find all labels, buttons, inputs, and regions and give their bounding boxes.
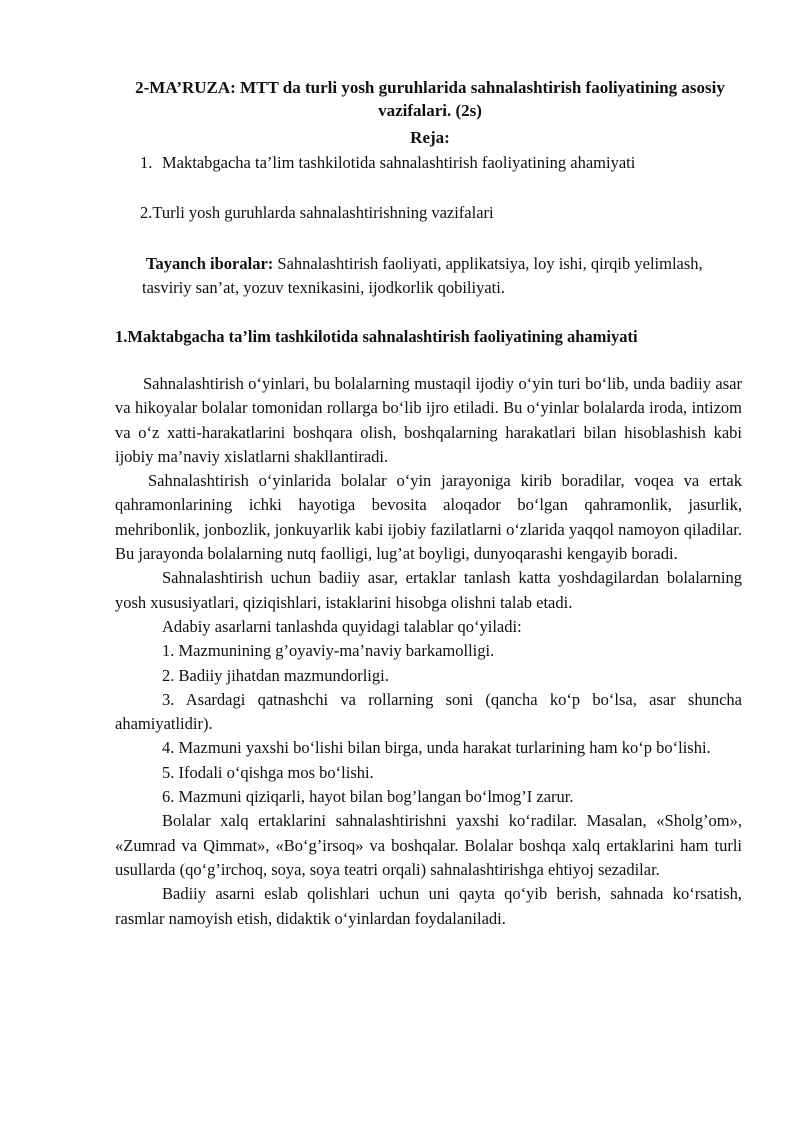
keywords-text: Sahnalashtirish faoliyati, applikatsiya, loy ishi, qirqib yelimlash, tasviriy san’at, yozuv texnikasini, ijodkorlik qobiliyati. <box>142 254 703 297</box>
plan-item-number: 1. <box>140 153 153 172</box>
paragraph: Sahnalashtirish o‘yinlari, bu bolalarning mustaqil ijodiy o‘yin turi bo‘lib, unda badiiy asar va hikoyalar bolalar tomonidan rollarga bo‘lib ijro etiladi. Bu o‘yinlar bolalarda iroda, intizom va o‘z xatti-harakatlarini boshqara olish, boshqalarning harakatlari bilan hisoblashish kabi ijobiy ma’naviy xislatlarni shakllantiradi. <box>115 374 742 466</box>
list-item: 6. Mazmuni qiziqarli, hayot bilan bog’langan bo‘lmog’I zarur. <box>162 787 574 807</box>
list-item: 5. Ifodali o‘qishga mos bo‘lishi. <box>162 762 374 782</box>
plan-item <box>140 151 635 174</box>
lecture-title: 2-MA’RUZA: MTT da turli yosh guruhlarida sahnalashtirish faoliyatining asosiy vazifalari. (2s) <box>135 78 725 120</box>
list-item: 3. Asardagi qatnashchi va rollarning soni (qancha ko‘p bo‘lsa, asar shuncha ahamiyatlidir). <box>115 689 742 734</box>
paragraph: Adabiy asarlarni tanlashda quyidagi talablar qo‘yiladi: <box>162 616 522 636</box>
list-item: 1. Mazmunining g’oyaviy-ma’naviy barkamolligi. <box>162 641 495 661</box>
paragraph: Sahnalashtirish uchun badiiy asar, ertaklar tanlash katta yoshdagilardan bolalarning yosh xususiyatlari, qiziqishlari, istaklarini hisobga olishni talab etadi. <box>115 568 742 612</box>
plan-item-text: Maktabgacha ta’lim tashkilotida sahnalashtirish faoliyatining ahamiyati <box>162 153 636 172</box>
keywords-block <box>142 252 742 300</box>
keywords-label: Tayanch iboralar: <box>146 254 274 273</box>
plan-item: 2.Turli yosh guruhlarda sahnalashtirishning vazifalari <box>140 203 494 222</box>
paragraph: Badiiy asarni eslab qolishlari uchun uni qayta qo‘yib berish, sahnada ko‘rsatish, rasmlar namoyish etish, didaktik o‘yinlardan foydalaniladi. <box>115 884 742 928</box>
paragraph: Sahnalashtirish o‘yinlarida bolalar o‘yin jarayoniga kirib boradilar, voqea va ertak qahramonlarining ichki hayotiga bevosita aloqador bo‘lgan qahramonlik, jasurlik, mehribonlik, jonbozlik, jonkuyarlik kabi ijobiy fazilatlarni o‘zlarida yaqqol namoyon qiladilar. Bu jarayonda bolalarning nutq faolligi, lug’at boyligi, dunyoqarashi kengayib boradi. <box>115 471 742 564</box>
body-text <box>115 372 742 931</box>
list-item: 4. Mazmuni yaxshi bo‘lishi bilan birga, unda harakat turlarining ham ko‘p bo‘lishi. <box>162 738 711 758</box>
list-item: 2. Badiiy jihatdan mazmundorligi. <box>162 665 389 685</box>
section-heading: 1.Maktabgacha ta’lim tashkilotida sahnalashtirish faoliyatining ahamiyati <box>115 327 638 346</box>
plan-heading: Reja: <box>410 128 450 147</box>
paragraph: Bolalar xalq ertaklarini sahnalashtirishni yaxshi ko‘radilar. Masalan, «Sholg’om», «Zumrad va Qimmat», «Bo‘g’irsoq» va boshqalar. Bolalar boshqa xalq ertaklarini ham turli usullarda (qo‘g’irchoq, soya, soya teatri orqali) sahnalashtirishga ehtiyoj sezadilar. <box>115 811 742 879</box>
